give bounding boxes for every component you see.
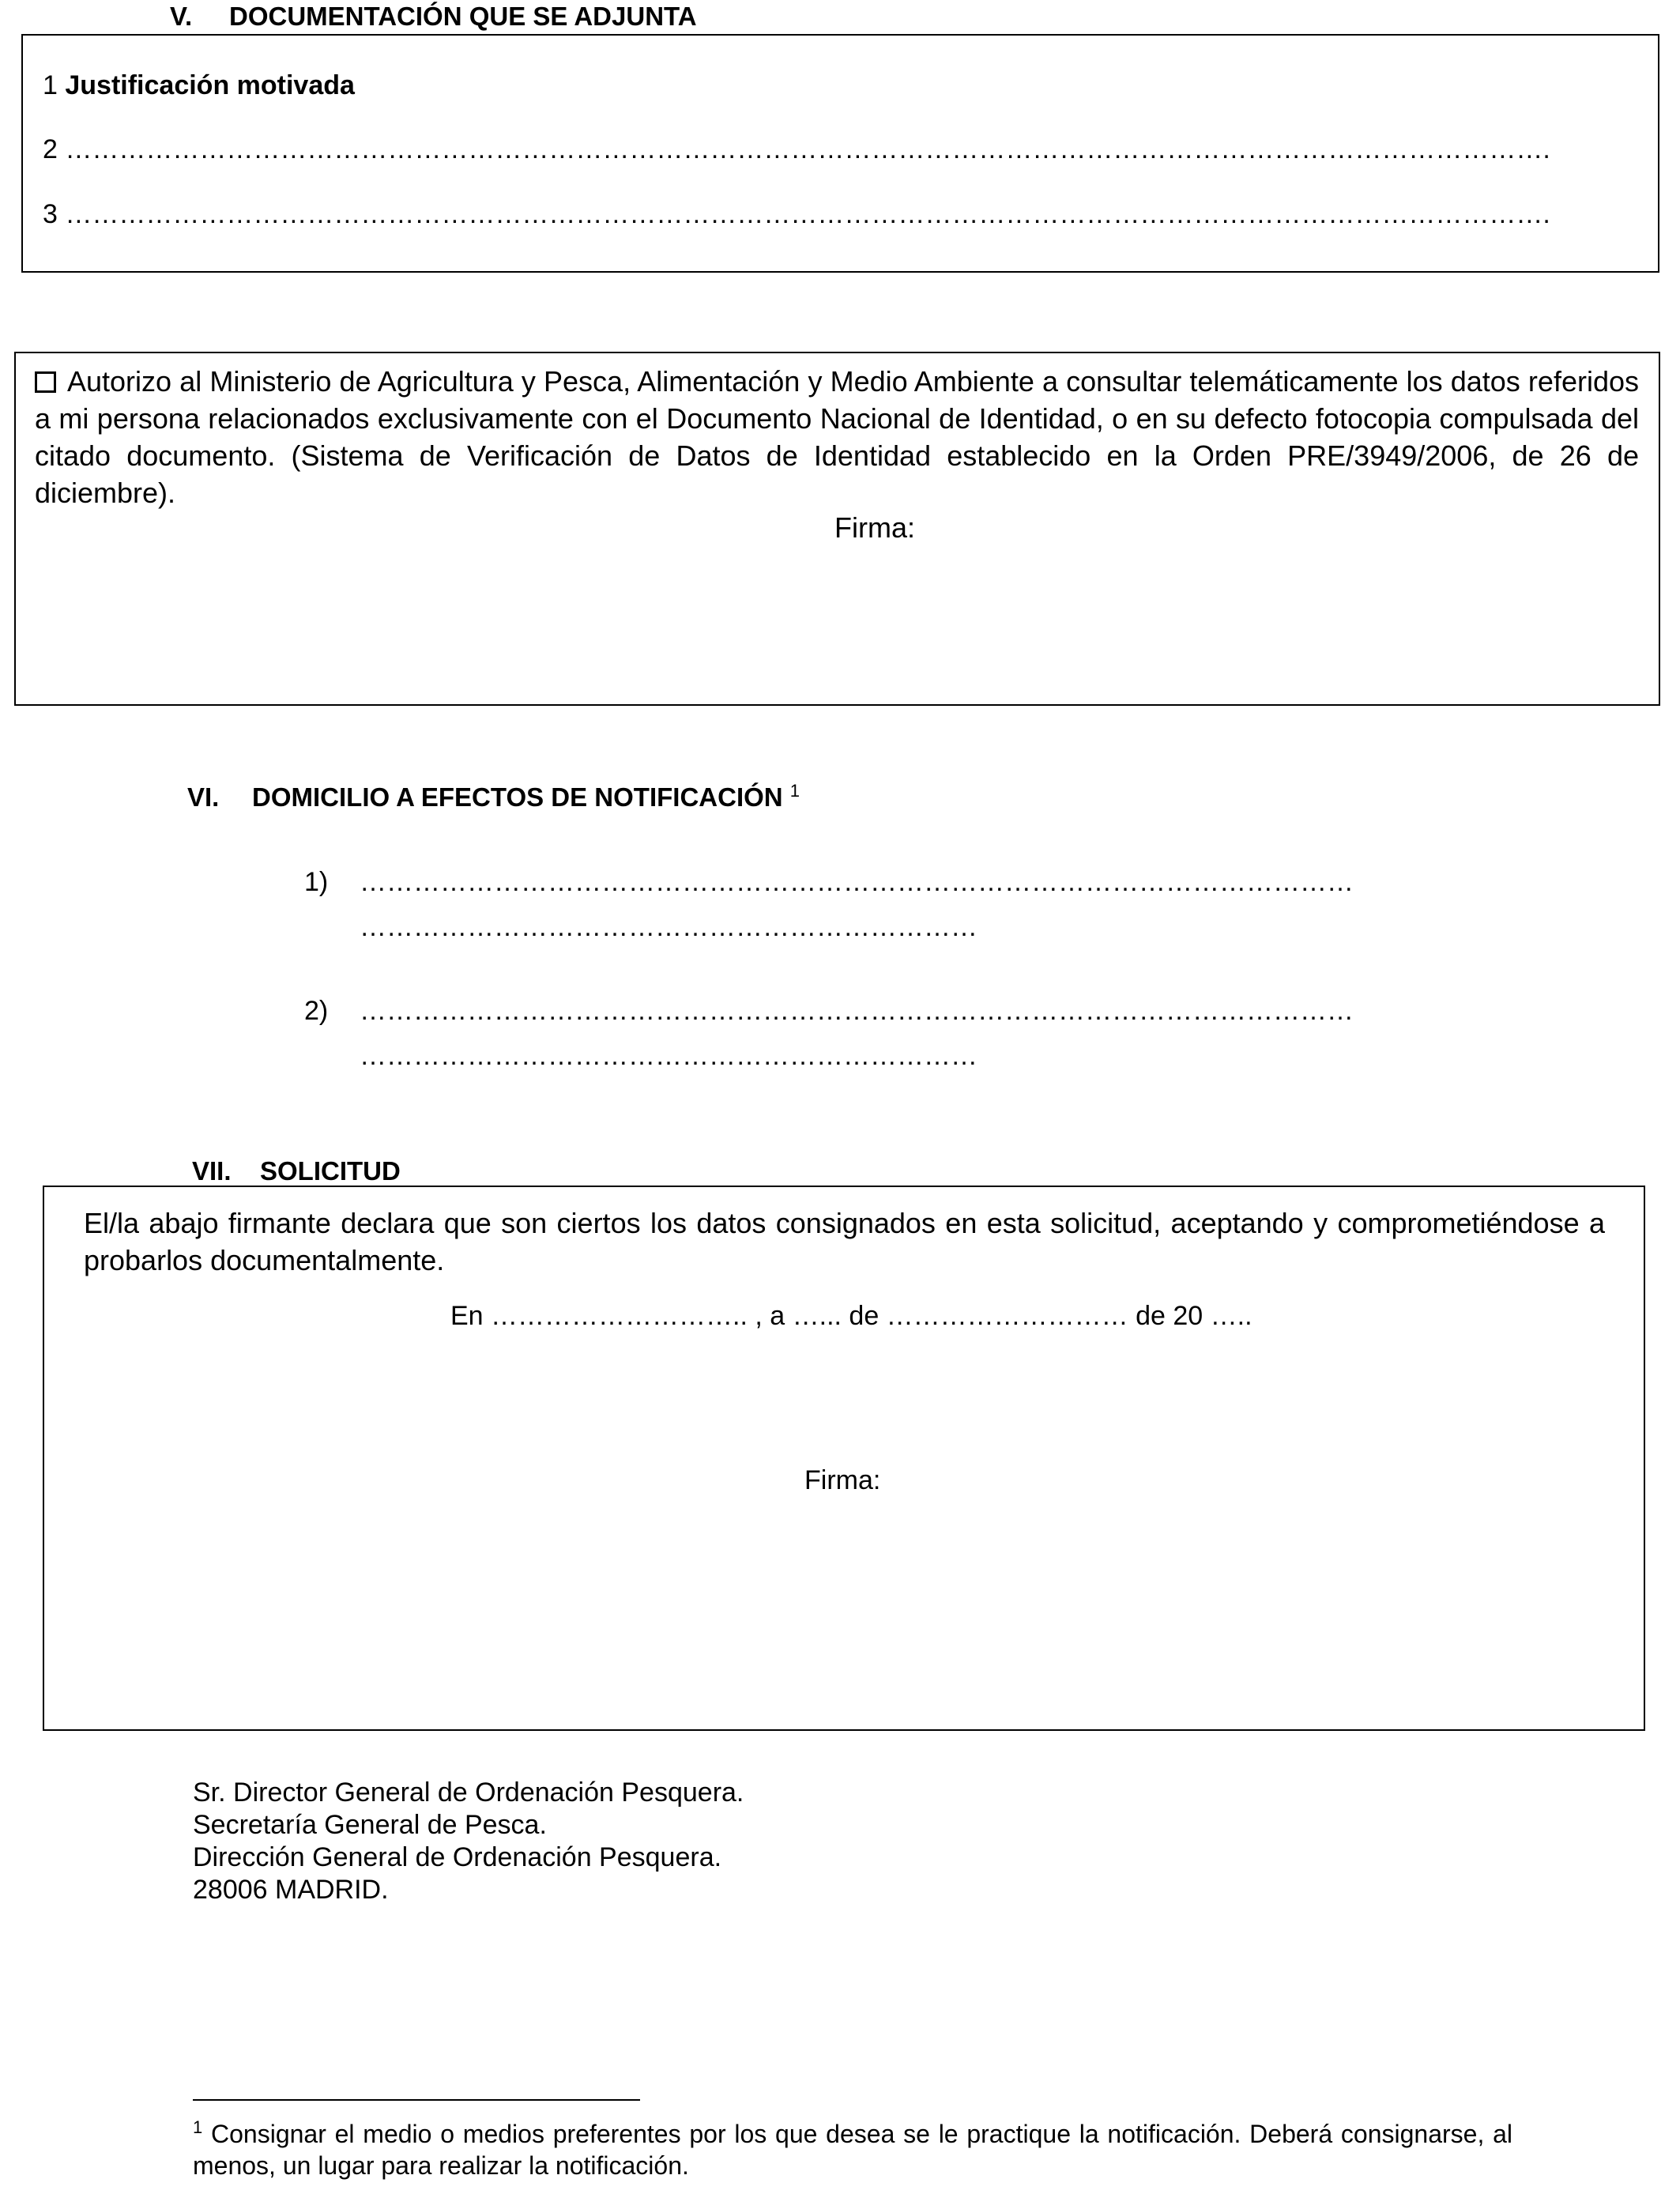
doc-item-3[interactable] (43, 196, 1647, 232)
authorization-text: Autorizo al Ministerio de Agricultura y Pesca, Alimentación y Medio Ambiente a consultar telemáticamente los datos referidos a mi persona relacionados exclusivamente con el Documento Nacional de Identidad, o en su defecto fotocopia compulsada del citado documento. (Sistema de Verificación de Datos de Identidad establecido en la Orden PRE/3949/2006, de 26 de diciembre). (35, 365, 1639, 509)
section-vi-footnote-ref: 1 (789, 781, 800, 801)
recipient-line-1: Sr. Director General de Ordenación Pesquera. (193, 1777, 744, 1808)
doc-item-1-number: 1 (43, 70, 58, 100)
address-1-line-2[interactable]: …………………………………………………………… (360, 912, 977, 942)
doc-item-3-number: 3 (43, 199, 58, 229)
request-box (43, 1186, 1645, 1731)
section-v-number: V. (170, 2, 193, 31)
section-vi-title: DOMICILIO A EFECTOS DE NOTIFICACIÓN (252, 782, 783, 812)
footnote (193, 2118, 1512, 2181)
documentation-box (21, 34, 1659, 273)
address-1-number: 1) (304, 867, 329, 897)
address-2-line-2[interactable]: …………………………………………………………… (360, 1041, 977, 1071)
recipient-line-4: 28006 MADRID. (193, 1875, 389, 1905)
request-signature-label: Firma: (804, 1465, 881, 1495)
address-2-number: 2) (304, 996, 329, 1026)
footnote-text: Consignar el medio o medios preferentes por los que desea se le practique la notificación. Deberá consignarse, al menos, un lugar para realizar la notificación. (193, 2120, 1513, 2180)
footnote-divider (193, 2099, 640, 2101)
section-vii-heading (192, 1156, 401, 1186)
section-vi-heading (187, 782, 800, 812)
authorization-signature-label: Firma: (834, 511, 915, 544)
doc-item-1-text: Justificación motivada (65, 70, 355, 100)
section-vii-number: VII. (192, 1156, 232, 1186)
recipient-block (193, 1777, 744, 1906)
doc-item-2-blank[interactable]: …………………………………………………………………………………………………………………………………………………. (65, 134, 1550, 164)
address-1-line-1[interactable]: ………………………………………………………………………………………………… (360, 867, 1354, 897)
doc-item-3-blank[interactable]: …………………………………………………………………………………………………………………………………………………. (65, 199, 1550, 229)
section-v-title: DOCUMENTACIÓN QUE SE ADJUNTA (229, 2, 697, 31)
declaration-text: El/la abajo firmante declara que son ciertos los datos consignados en esta solicitud, aceptando y comprometiéndose a probarlos documentalmente. (84, 1207, 1605, 1276)
section-vii-title: SOLICITUD (260, 1156, 401, 1186)
authorization-paragraph (35, 363, 1639, 511)
doc-item-2[interactable] (43, 131, 1647, 168)
recipient-line-3: Dirección General de Ordenación Pesquera. (193, 1842, 722, 1872)
authorization-checkbox[interactable] (35, 371, 56, 393)
recipient-line-2: Secretaría General de Pesca. (193, 1810, 547, 1840)
section-v-heading (170, 2, 697, 32)
section-vi-number: VI. (187, 782, 220, 812)
authorization-box (14, 352, 1660, 706)
doc-item-1 (43, 67, 355, 104)
date-line[interactable]: En ……………………….. , a …... de ……………………… de 20 ….. (450, 1301, 1252, 1331)
address-2-line-1[interactable]: ………………………………………………………………………………………………… (360, 996, 1354, 1026)
doc-item-2-number: 2 (43, 134, 58, 164)
footnote-number: 1 (193, 2117, 203, 2137)
